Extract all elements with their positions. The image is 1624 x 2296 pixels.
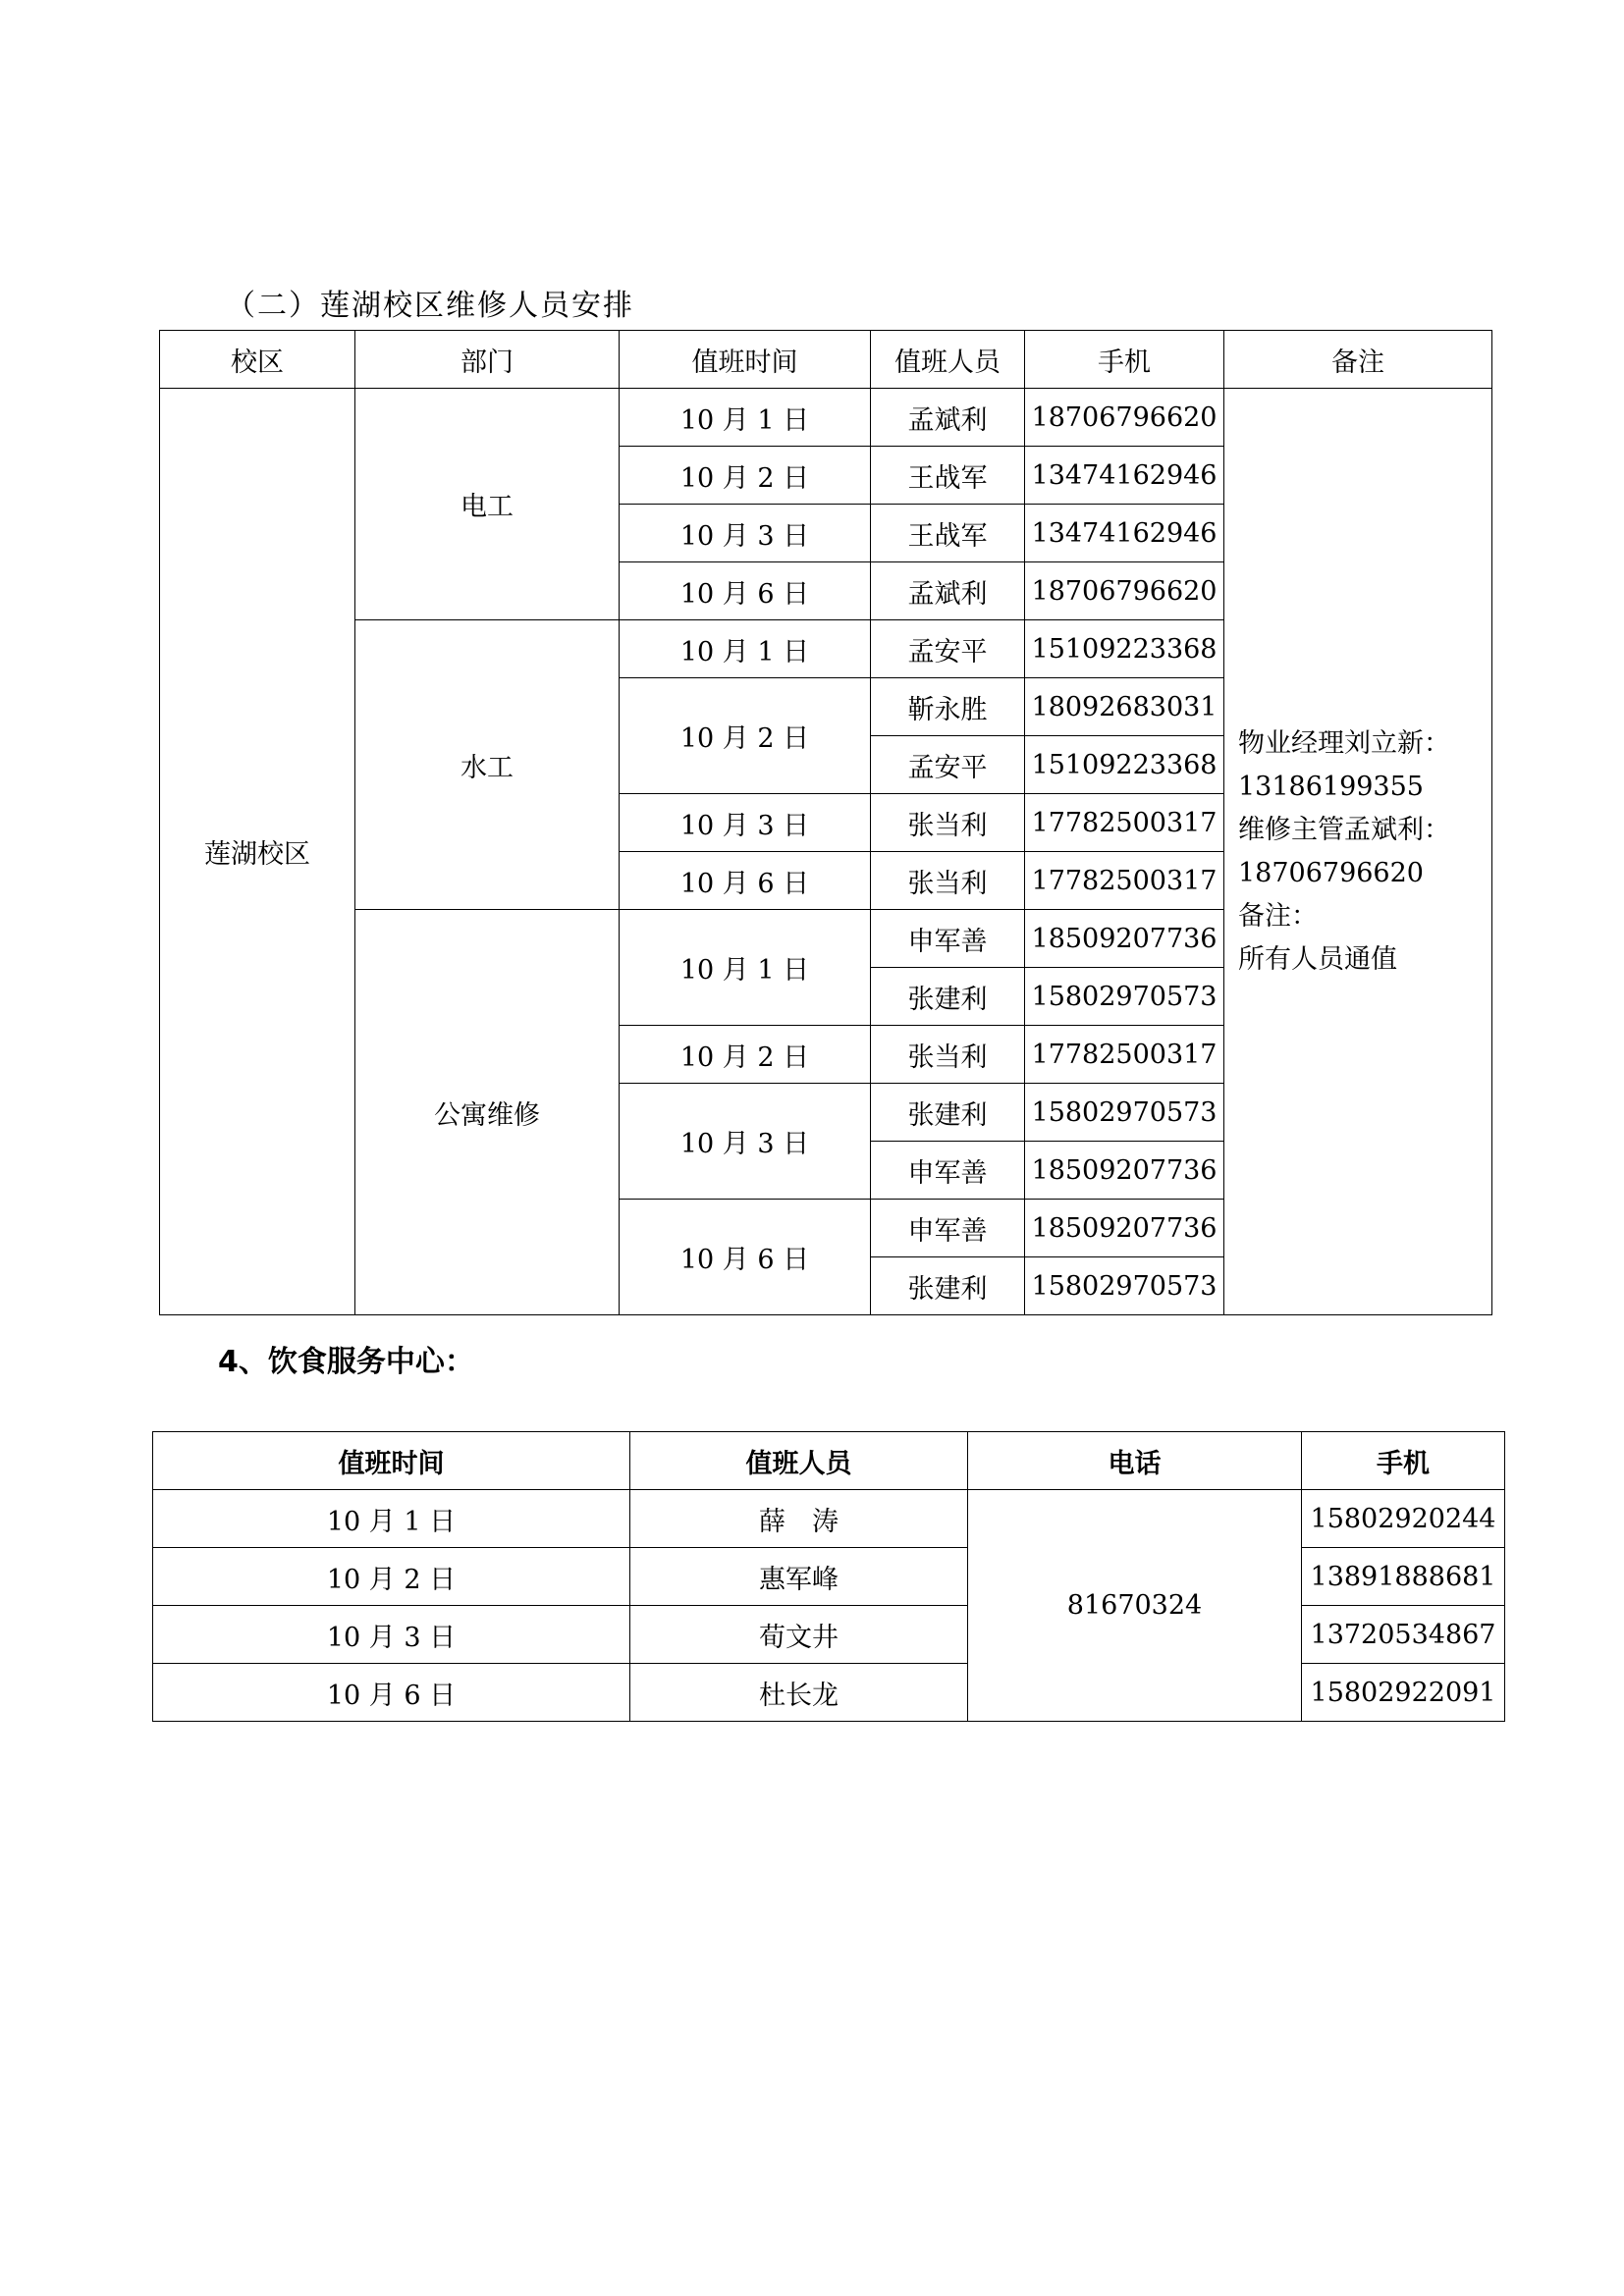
- header-cell: 值班时间: [620, 331, 871, 389]
- header-cell: 手机: [1025, 331, 1224, 389]
- office-phone-cell: 81670324: [968, 1490, 1302, 1722]
- maintenance-schedule-table: [159, 330, 1492, 1315]
- date-cell: 10 月 6 日: [620, 562, 871, 620]
- phone-cell: 15802970573: [1025, 1084, 1224, 1142]
- mobile-cell: 15802920244: [1302, 1490, 1505, 1548]
- date-cell: 10 月 1 日: [620, 910, 871, 1026]
- date-cell: 10 月 6 日: [620, 852, 871, 910]
- note-line: 维修主管孟斌利：: [1238, 814, 1450, 845]
- phone-cell: 18092683031: [1025, 678, 1224, 736]
- header-cell: 校区: [160, 331, 355, 389]
- staff-name-cell: 申军善: [871, 1200, 1025, 1257]
- table-row: [153, 1664, 1505, 1722]
- note-cell: [1224, 389, 1492, 1315]
- header-cell: 手机: [1302, 1432, 1505, 1490]
- staff-name-cell: 孟安平: [871, 620, 1025, 678]
- staff-name-cell: 孟斌利: [871, 562, 1025, 620]
- date-cell: 10 月 1 日: [153, 1490, 630, 1548]
- date-cell: 10 月 2 日: [620, 1026, 871, 1084]
- staff-name-cell: 荀文井: [630, 1606, 968, 1664]
- mobile-cell: 15802922091: [1302, 1664, 1505, 1722]
- staff-name-cell: 张建利: [871, 968, 1025, 1026]
- table-row: [153, 1606, 1505, 1664]
- staff-name-cell: 靳永胜: [871, 678, 1025, 736]
- date-cell: 10 月 2 日: [620, 678, 871, 794]
- department-cell: 电工: [355, 389, 620, 620]
- date-cell: 10 月 2 日: [153, 1548, 630, 1606]
- staff-name-cell: 张当利: [871, 1026, 1025, 1084]
- staff-name-cell: 王战军: [871, 447, 1025, 505]
- catering-schedule-table: [152, 1431, 1505, 1722]
- header-cell: 部门: [355, 331, 620, 389]
- note-line: 物业经理刘立新：: [1238, 727, 1450, 759]
- staff-name-cell: 张建利: [871, 1084, 1025, 1142]
- staff-name-cell: 杜长龙: [630, 1664, 968, 1722]
- phone-cell: 18706796620: [1025, 562, 1224, 620]
- note-line: 18706796620: [1238, 857, 1424, 888]
- phone-cell: 15802970573: [1025, 1257, 1224, 1315]
- header-row: [153, 1432, 1505, 1490]
- date-cell: 10 月 1 日: [620, 389, 871, 447]
- header-cell: 值班时间: [153, 1432, 630, 1490]
- staff-name-cell: 孟斌利: [871, 389, 1025, 447]
- note-line: 备注：: [1238, 900, 1318, 932]
- phone-cell: 17782500317: [1025, 852, 1224, 910]
- campus-cell: 莲湖校区: [160, 389, 355, 1315]
- phone-cell: 18509207736: [1025, 1142, 1224, 1200]
- table-row: [153, 1548, 1505, 1606]
- phone-cell: 18509207736: [1025, 910, 1224, 968]
- department-cell: 水工: [355, 620, 620, 910]
- phone-cell: 15802970573: [1025, 968, 1224, 1026]
- header-row: [160, 331, 1492, 389]
- phone-cell: 13474162946: [1025, 505, 1224, 562]
- staff-name-cell: 孟安平: [871, 736, 1025, 794]
- mobile-cell: 13891888681: [1302, 1548, 1505, 1606]
- table-row: [160, 389, 1492, 447]
- date-cell: 10 月 3 日: [620, 505, 871, 562]
- phone-cell: 18509207736: [1025, 1200, 1224, 1257]
- header-cell: 值班人员: [630, 1432, 968, 1490]
- date-cell: 10 月 3 日: [153, 1606, 630, 1664]
- phone-cell: 13474162946: [1025, 447, 1224, 505]
- note-line: 13186199355: [1238, 771, 1424, 802]
- phone-cell: 15109223368: [1025, 620, 1224, 678]
- staff-name-cell: 张当利: [871, 794, 1025, 852]
- staff-name-cell: 薛 涛: [630, 1490, 968, 1548]
- date-cell: 10 月 6 日: [153, 1664, 630, 1722]
- phone-cell: 18706796620: [1025, 389, 1224, 447]
- staff-name-cell: 惠军峰: [630, 1548, 968, 1606]
- catering-section-title: 4、饮食服务中心：: [218, 1345, 474, 1379]
- date-cell: 10 月 6 日: [620, 1200, 871, 1315]
- date-cell: 10 月 3 日: [620, 794, 871, 852]
- date-cell: 10 月 1 日: [620, 620, 871, 678]
- phone-cell: 15109223368: [1025, 736, 1224, 794]
- date-cell: 10 月 2 日: [620, 447, 871, 505]
- section-title: （二）莲湖校区维修人员安排: [226, 289, 634, 323]
- staff-name-cell: 申军善: [871, 1142, 1025, 1200]
- header-cell: 备注: [1224, 331, 1492, 389]
- staff-name-cell: 张建利: [871, 1257, 1025, 1315]
- table-row: [153, 1490, 1505, 1548]
- date-cell: 10 月 3 日: [620, 1084, 871, 1200]
- department-cell: 公寓维修: [355, 910, 620, 1315]
- staff-name-cell: 张当利: [871, 852, 1025, 910]
- note-line: 所有人员通值: [1238, 943, 1397, 975]
- phone-cell: 17782500317: [1025, 1026, 1224, 1084]
- staff-name-cell: 王战军: [871, 505, 1025, 562]
- header-cell: 电话: [968, 1432, 1302, 1490]
- phone-cell: 17782500317: [1025, 794, 1224, 852]
- staff-name-cell: 申军善: [871, 910, 1025, 968]
- mobile-cell: 13720534867: [1302, 1606, 1505, 1664]
- header-cell: 值班人员: [871, 331, 1025, 389]
